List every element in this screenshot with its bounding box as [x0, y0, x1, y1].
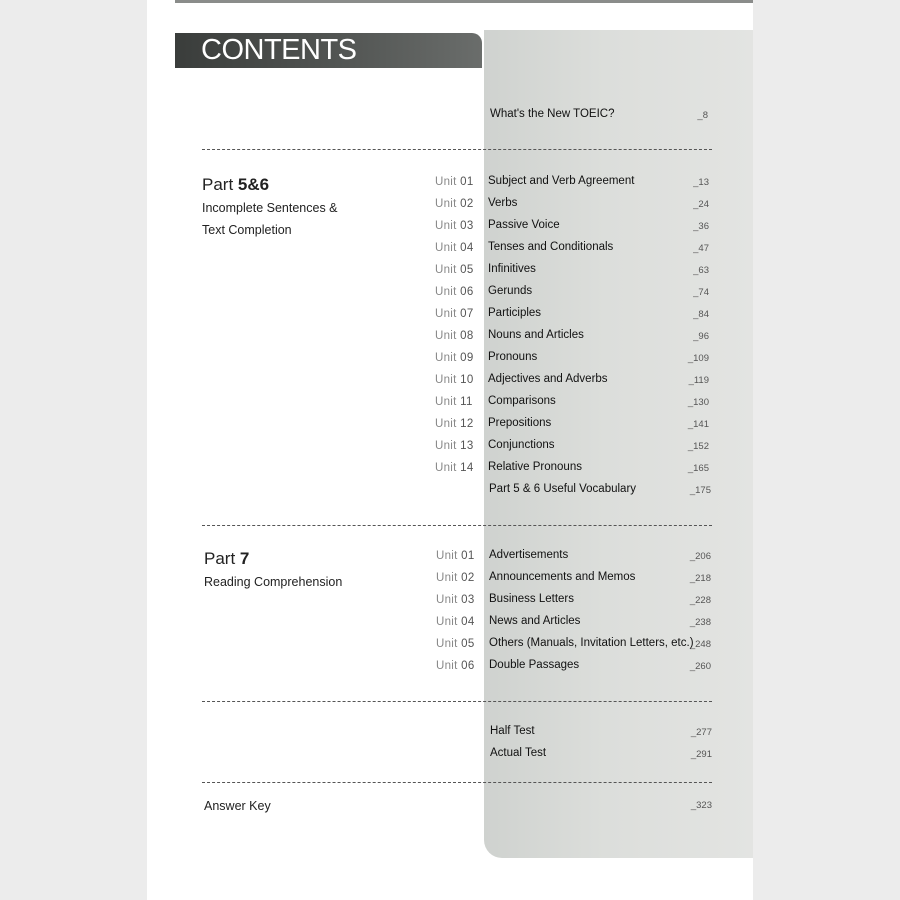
- unit-label: Unit 01: [435, 176, 474, 188]
- unit-page: _206: [689, 551, 711, 562]
- unit-page: _63: [693, 265, 709, 276]
- unit-page: _130: [687, 397, 709, 408]
- unit-label: Unit 07: [435, 308, 474, 320]
- unit-title: Announcements and Memos: [489, 571, 636, 583]
- divider: [202, 701, 712, 702]
- vocab-page: _175: [689, 485, 711, 496]
- unit-page: _260: [689, 661, 711, 672]
- unit-title: Prepositions: [488, 417, 552, 429]
- part56-title: Part 5&6: [202, 175, 270, 194]
- unit-title: Gerunds: [488, 285, 533, 297]
- unit-page: _96: [693, 331, 709, 342]
- unit-title: Nouns and Articles: [488, 329, 584, 341]
- unit-title: Participles: [488, 307, 542, 319]
- divider: [202, 782, 712, 783]
- unit-title: News and Articles: [489, 615, 581, 627]
- contents-page: [147, 0, 753, 900]
- part56-subtitle-2: Text Completion: [202, 223, 292, 237]
- unit-label: Unit 13: [435, 440, 474, 452]
- unit-title: Passive Voice: [488, 219, 560, 231]
- unit-label: Unit 11: [435, 396, 473, 408]
- unit-label: Unit 14: [435, 462, 474, 474]
- unit-title: Advertisements: [489, 549, 569, 561]
- actual-test-title: Actual Test: [490, 747, 547, 759]
- unit-title: Relative Pronouns: [488, 461, 582, 473]
- intro-title: What's the New TOEIC?: [490, 108, 615, 120]
- half-test-title: Half Test: [490, 725, 535, 737]
- unit-page: _248: [689, 639, 711, 650]
- unit-title: Double Passages: [489, 659, 580, 671]
- unit-label: Unit 05: [435, 264, 474, 276]
- unit-label: Unit 06: [435, 286, 474, 298]
- unit-page: _84: [693, 309, 709, 320]
- unit-title: Adjectives and Adverbs: [488, 373, 608, 385]
- vocab-title: Part 5 & 6 Useful Vocabulary: [489, 483, 637, 495]
- unit-label: Unit 03: [436, 594, 475, 606]
- unit-title: Comparisons: [488, 395, 556, 407]
- unit-page: _152: [687, 441, 709, 452]
- unit-page: _47: [693, 243, 709, 254]
- page-title: CONTENTS: [201, 34, 357, 66]
- unit-page: _238: [689, 617, 711, 628]
- unit-page: _13: [693, 177, 709, 188]
- half-test-page: _277: [690, 727, 712, 738]
- unit-page: _141: [687, 419, 709, 430]
- unit-title: Conjunctions: [488, 439, 555, 451]
- unit-label: Unit 12: [435, 418, 474, 430]
- unit-label: Unit 01: [436, 550, 475, 562]
- unit-label: Unit 03: [435, 220, 474, 232]
- unit-title: Tenses and Conditionals: [488, 241, 614, 253]
- unit-title: Infinitives: [488, 263, 536, 275]
- top-bar: [175, 0, 753, 3]
- unit-label: Unit 05: [436, 638, 475, 650]
- unit-label: Unit 02: [435, 198, 474, 210]
- divider: [202, 525, 712, 526]
- answer-key-page: _323: [690, 800, 712, 811]
- unit-title: Subject and Verb Agreement: [488, 175, 635, 187]
- answer-key-title: Answer Key: [204, 799, 271, 813]
- unit-label: Unit 02: [436, 572, 475, 584]
- unit-page: _218: [689, 573, 711, 584]
- unit-page: _119: [688, 375, 709, 386]
- unit-label: Unit 06: [436, 660, 475, 672]
- unit-label: Unit 08: [435, 330, 474, 342]
- unit-title: Verbs: [488, 197, 518, 209]
- unit-title: Business Letters: [489, 593, 575, 605]
- contents-banner: [175, 33, 482, 68]
- divider: [202, 149, 712, 150]
- unit-label: Unit 04: [436, 616, 475, 628]
- unit-page: _109: [687, 353, 709, 364]
- part7-title: Part 7: [204, 549, 250, 568]
- unit-label: Unit 10: [435, 374, 474, 386]
- unit-label: Unit 09: [435, 352, 474, 364]
- unit-page: _74: [693, 287, 709, 298]
- unit-page: _228: [689, 595, 711, 606]
- part56-subtitle-1: Incomplete Sentences &: [202, 201, 338, 215]
- unit-label: Unit 04: [435, 242, 474, 254]
- unit-page: _24: [693, 199, 709, 210]
- unit-title: Pronouns: [488, 351, 538, 363]
- unit-page: _165: [687, 463, 709, 474]
- unit-page: _36: [693, 221, 709, 232]
- actual-test-page: _291: [690, 749, 712, 760]
- unit-title: Others (Manuals, Invitation Letters, etc.): [489, 637, 694, 649]
- part7-subtitle: Reading Comprehension: [204, 575, 343, 589]
- intro-page: _8: [697, 110, 708, 121]
